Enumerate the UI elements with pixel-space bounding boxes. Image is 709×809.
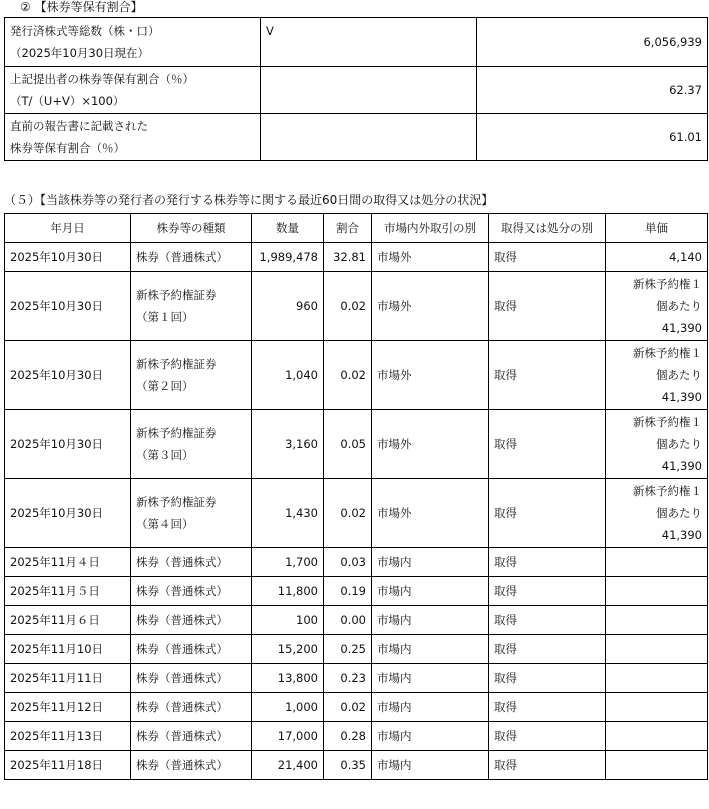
price-cell xyxy=(606,693,708,722)
market-cell: 市場外 xyxy=(372,410,489,479)
action-cell: 取得 xyxy=(489,664,606,693)
label-line: 発行済株式等総数（株・口） xyxy=(10,24,160,38)
table-row xyxy=(5,341,708,410)
ratio-cell: 0.02 xyxy=(324,341,372,410)
date-cell: 2025年11月10日 xyxy=(5,635,131,664)
label-line: 上記提出者の株券等保有割合（％） xyxy=(10,72,194,86)
market-cell: 市場内 xyxy=(372,548,489,577)
action-cell: 取得 xyxy=(489,635,606,664)
type-line: （第３回） xyxy=(136,448,194,462)
label-cell xyxy=(5,67,261,114)
price-value: 41,390 xyxy=(661,459,702,473)
date-cell: 2025年10月30日 xyxy=(5,479,131,548)
type-cell xyxy=(131,751,252,780)
table-row xyxy=(5,243,708,272)
price-cell xyxy=(606,606,708,635)
market-cell: 市場内 xyxy=(372,577,489,606)
price-cell xyxy=(606,243,708,272)
date-cell: 2025年10月30日 xyxy=(5,272,131,341)
type-line: （第２回） xyxy=(136,379,194,393)
type-line: 新株予約権証券 xyxy=(136,495,217,509)
price-value: 41,390 xyxy=(661,321,702,335)
section5-title: （５）【当該株券等の発行者の発行する株券等に関する最近60日間の取得又は処分の状況】 xyxy=(4,193,494,207)
quantity-cell: 11,800 xyxy=(252,577,324,606)
type-line: 新株予約権証券 xyxy=(136,357,217,371)
quantity-cell: 1,989,478 xyxy=(252,243,324,272)
price-cell xyxy=(606,479,708,548)
label-line: （T/（U+V）×100） xyxy=(10,94,125,108)
price-line: 新株予約権１ xyxy=(633,277,702,291)
quantity-cell: 17,000 xyxy=(252,722,324,751)
label-cell xyxy=(5,114,261,161)
type-line: 株券（普通株式） xyxy=(136,584,228,598)
type-line: 新株予約権証券 xyxy=(136,426,217,440)
date-cell: 2025年10月30日 xyxy=(5,243,131,272)
ratio-cell: 0.19 xyxy=(324,577,372,606)
ratio-cell: 0.35 xyxy=(324,751,372,780)
price-cell xyxy=(606,635,708,664)
type-line: 株券（普通株式） xyxy=(136,642,228,656)
date-cell: 2025年11月４日 xyxy=(5,548,131,577)
type-cell xyxy=(131,243,252,272)
type-cell xyxy=(131,410,252,479)
market-cell: 市場内 xyxy=(372,722,489,751)
quantity-cell: 1,000 xyxy=(252,693,324,722)
action-cell: 取得 xyxy=(489,479,606,548)
quantity-cell: 3,160 xyxy=(252,410,324,479)
quantity-cell: 21,400 xyxy=(252,751,324,780)
price-line: 新株予約権１ xyxy=(633,484,702,498)
header-ratio: 割合 xyxy=(324,214,372,243)
price-value: 41,390 xyxy=(661,528,702,542)
type-cell xyxy=(131,606,252,635)
acquisition-table xyxy=(4,213,708,780)
type-line: 新株予約権証券 xyxy=(136,288,217,302)
ratio-cell: 0.28 xyxy=(324,722,372,751)
action-cell: 取得 xyxy=(489,577,606,606)
market-cell: 市場内 xyxy=(372,664,489,693)
ratio-cell: 32.81 xyxy=(324,243,372,272)
type-cell xyxy=(131,548,252,577)
type-cell xyxy=(131,664,252,693)
quantity-cell: 1,040 xyxy=(252,341,324,410)
type-line: 株券（普通株式） xyxy=(136,555,228,569)
ratio-cell: 0.02 xyxy=(324,272,372,341)
header-market: 市場内外取引の別 xyxy=(372,214,489,243)
date-cell: 2025年11月18日 xyxy=(5,751,131,780)
table-row xyxy=(5,722,708,751)
label-line: 株券等保有割合（％） xyxy=(10,141,125,155)
value-cell: 62.37 xyxy=(477,67,708,114)
date-cell: 2025年11月６日 xyxy=(5,606,131,635)
type-cell xyxy=(131,479,252,548)
price-cell xyxy=(606,272,708,341)
market-cell: 市場内 xyxy=(372,635,489,664)
price-cell xyxy=(606,410,708,479)
value-cell: 61.01 xyxy=(477,114,708,161)
action-cell: 取得 xyxy=(489,548,606,577)
table-row xyxy=(5,577,708,606)
action-cell: 取得 xyxy=(489,410,606,479)
price-cell xyxy=(606,548,708,577)
date-cell: 2025年11月13日 xyxy=(5,722,131,751)
quantity-cell: 13,800 xyxy=(252,664,324,693)
table-row xyxy=(5,693,708,722)
action-cell: 取得 xyxy=(489,341,606,410)
ratio-cell: 0.00 xyxy=(324,606,372,635)
price-line: 新株予約権１ xyxy=(633,415,702,429)
price-cell xyxy=(606,722,708,751)
market-cell: 市場外 xyxy=(372,243,489,272)
quantity-cell: 15,200 xyxy=(252,635,324,664)
type-line: 株券（普通株式） xyxy=(136,700,228,714)
market-cell: 市場外 xyxy=(372,341,489,410)
type-line: 株券（普通株式） xyxy=(136,613,228,627)
action-cell: 取得 xyxy=(489,693,606,722)
type-line: 株券（普通株式） xyxy=(136,729,228,743)
label-line: （2025年10月30日現在） xyxy=(10,46,150,60)
header-quantity: 数量 xyxy=(252,214,324,243)
table-header-row xyxy=(5,214,708,243)
table-row xyxy=(5,18,708,67)
date-cell: 2025年10月30日 xyxy=(5,410,131,479)
label-line: 直前の報告書に記載された xyxy=(10,119,148,133)
ratio-cell: 0.05 xyxy=(324,410,372,479)
price-cell xyxy=(606,577,708,606)
market-cell: 市場内 xyxy=(372,751,489,780)
type-line: 株券（普通株式） xyxy=(136,671,228,685)
price-line: 個あたり xyxy=(656,437,702,451)
price-value: 41,390 xyxy=(661,390,702,404)
date-cell: 2025年10月30日 xyxy=(5,341,131,410)
price-cell xyxy=(606,341,708,410)
price-line: 個あたり xyxy=(656,506,702,520)
holding-ratio-table xyxy=(4,17,708,161)
quantity-cell: 1,430 xyxy=(252,479,324,548)
section2-title: ② 【株券等保有割合】 xyxy=(20,0,143,14)
price-line: 個あたり xyxy=(656,368,702,382)
price-line: 新株予約権１ xyxy=(633,346,702,360)
type-line: （第１回） xyxy=(136,310,194,324)
header-type: 株券等の種類 xyxy=(131,214,252,243)
ratio-cell: 0.23 xyxy=(324,664,372,693)
table-row xyxy=(5,751,708,780)
table-row xyxy=(5,664,708,693)
type-cell xyxy=(131,577,252,606)
value-cell: 6,056,939 xyxy=(477,18,708,67)
table-row xyxy=(5,548,708,577)
action-cell: 取得 xyxy=(489,272,606,341)
table-row xyxy=(5,479,708,548)
type-cell xyxy=(131,722,252,751)
ratio-cell: 0.02 xyxy=(324,479,372,548)
quantity-cell: 960 xyxy=(252,272,324,341)
ratio-cell: 0.03 xyxy=(324,548,372,577)
header-date: 年月日 xyxy=(5,214,131,243)
label-cell xyxy=(5,18,261,67)
price-cell xyxy=(606,664,708,693)
action-cell: 取得 xyxy=(489,243,606,272)
date-cell: 2025年11月５日 xyxy=(5,577,131,606)
type-line: 株券（普通株式） xyxy=(136,758,228,772)
price-cell xyxy=(606,751,708,780)
type-cell xyxy=(131,635,252,664)
ratio-cell: 0.02 xyxy=(324,693,372,722)
date-cell: 2025年11月12日 xyxy=(5,693,131,722)
header-price: 単価 xyxy=(606,214,708,243)
table-row xyxy=(5,114,708,161)
table-row xyxy=(5,67,708,114)
market-cell: 市場内 xyxy=(372,606,489,635)
unit-cell xyxy=(261,67,477,114)
market-cell: 市場外 xyxy=(372,272,489,341)
type-line: （第４回） xyxy=(136,517,194,531)
table-row xyxy=(5,606,708,635)
type-cell xyxy=(131,693,252,722)
header-action: 取得又は処分の別 xyxy=(489,214,606,243)
table-row xyxy=(5,635,708,664)
table-row xyxy=(5,272,708,341)
market-cell: 市場内 xyxy=(372,693,489,722)
action-cell: 取得 xyxy=(489,606,606,635)
unit-cell xyxy=(261,114,477,161)
type-cell xyxy=(131,272,252,341)
table-row xyxy=(5,410,708,479)
ratio-cell: 0.25 xyxy=(324,635,372,664)
quantity-cell: 100 xyxy=(252,606,324,635)
type-line: 株券（普通株式） xyxy=(136,250,228,264)
type-cell xyxy=(131,341,252,410)
quantity-cell: 1,700 xyxy=(252,548,324,577)
unit-cell: V xyxy=(261,18,477,67)
market-cell: 市場外 xyxy=(372,479,489,548)
action-cell: 取得 xyxy=(489,751,606,780)
date-cell: 2025年11月11日 xyxy=(5,664,131,693)
price-value: 4,140 xyxy=(669,250,702,264)
action-cell: 取得 xyxy=(489,722,606,751)
price-line: 個あたり xyxy=(656,299,702,313)
